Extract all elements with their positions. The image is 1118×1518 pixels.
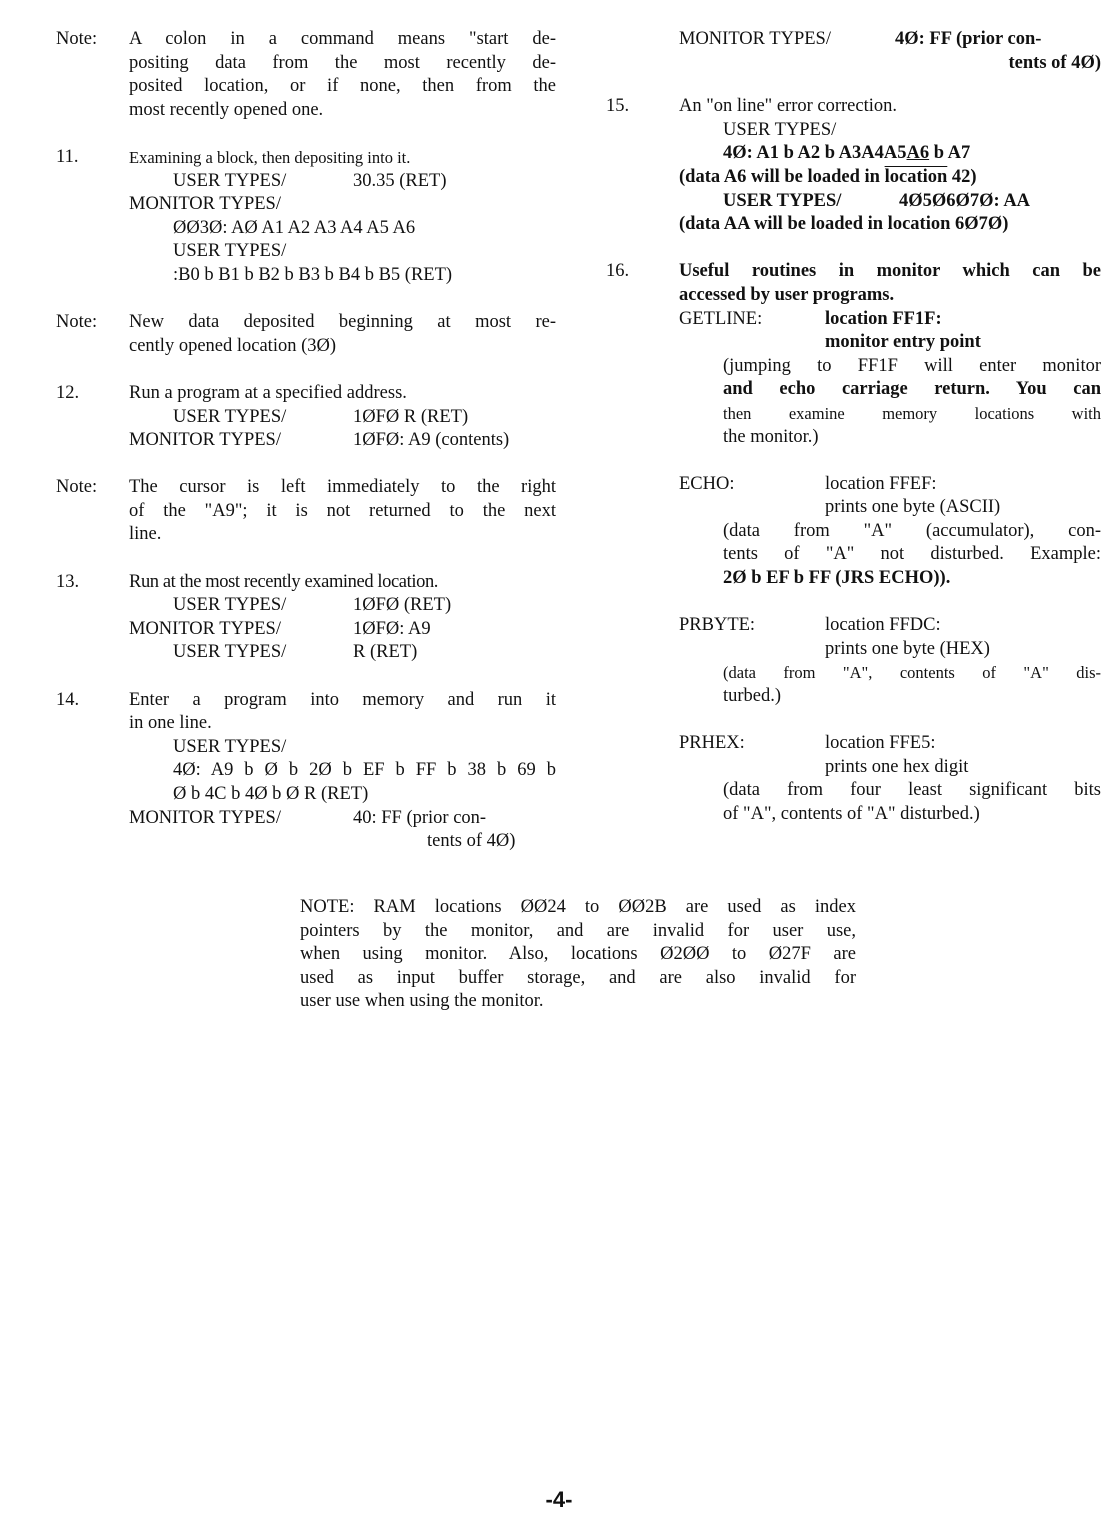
item-number: 14. <box>56 689 80 710</box>
text-line: positing data from the most recently de- <box>129 52 556 73</box>
text-line: pointers by the monitor, and are invalid for user use, <box>300 920 856 941</box>
text-line: posited location, or if none, then from the <box>129 76 556 97</box>
user-types-label: USER TYPES/ <box>723 119 837 140</box>
user-input: 4Ø: A1 b A2 b A3A4A5 <box>723 143 907 164</box>
monitor-types-label: MONITOR TYPES/ <box>129 618 281 639</box>
routine-location: location FF1F: <box>825 308 942 329</box>
text-line: then examine memory locations with <box>723 403 1101 423</box>
text-line: cently opened location (3Ø) <box>129 335 337 356</box>
user-types-label: USER TYPES/ <box>173 406 287 427</box>
item-number: 11. <box>56 146 79 167</box>
note-cursor <box>56 476 556 547</box>
text-line: New data deposited beginning at most re- <box>129 312 556 333</box>
text-line: of the "A9"; it is not returned to the next <box>129 500 556 521</box>
text-line: (data from "A", contents of "A" dis- <box>723 663 1101 683</box>
routine-description: prints one byte (ASCII) <box>825 497 1001 518</box>
routine-name: PRHEX: <box>679 733 745 754</box>
user-input: 1ØFØ R (RET) <box>353 406 469 427</box>
monitor-output: ØØ3Ø: AØ A1 A2 A3 A4 A5 A6 <box>173 217 416 238</box>
text-line: (data from "A" (accumulator), con- <box>723 520 1101 541</box>
monitor-output: 40: FF (prior con- <box>353 807 487 828</box>
text-line: (jumping to FF1F will enter monitor <box>723 355 1101 376</box>
text-line: location <box>884 166 948 187</box>
monitor-output: 1ØFØ: A9 <box>353 618 431 639</box>
user-input: Ø b 4C b 4Ø b Ø R (RET) <box>173 784 369 804</box>
routine-name: GETLINE: <box>679 308 763 329</box>
text-line: 42) <box>947 166 977 187</box>
item-14 <box>56 689 556 854</box>
text-line: The cursor is left immediately to the right <box>129 477 556 498</box>
item-title: An "on line" error correction. <box>679 96 898 117</box>
monitor-types-label: MONITOR TYPES/ <box>129 194 281 215</box>
text-line: A colon in a command means "start de- <box>129 29 556 49</box>
user-input: 30.35 (RET) <box>353 170 447 191</box>
item-number: 12. <box>56 382 80 403</box>
routine-description: prints one byte (HEX) <box>825 638 990 659</box>
text-line: NOTE: RAM locations ØØ24 to ØØ2B are used as index <box>300 897 856 917</box>
routine-location: location FFEF: <box>825 473 937 494</box>
text-line: line. <box>129 524 162 545</box>
text-line: used as input buffer storage, and are also invalid for <box>300 967 856 988</box>
item-title: Examining a block, then depositing into it. <box>129 147 411 167</box>
note-label: Note: <box>56 477 98 498</box>
user-types-label: USER TYPES/ <box>173 170 287 191</box>
user-input: 4Ø5Ø6Ø7Ø: AA <box>899 190 1031 211</box>
monitor-output: tents of 4Ø) <box>427 831 516 852</box>
text-line: the monitor.) <box>723 426 819 447</box>
item-13 <box>56 571 556 665</box>
right-column <box>606 28 1101 827</box>
routine-getline <box>679 308 1101 332</box>
item-title: in one line. <box>129 713 212 734</box>
monitor-types-label: MONITOR TYPES/ <box>129 807 281 828</box>
item-12 <box>56 382 556 453</box>
text-line: (data from four least significant bits <box>723 780 1101 801</box>
routine-prhex <box>679 732 1101 756</box>
item-title: Run a program at a specified address. <box>129 382 407 403</box>
note-new-data <box>56 311 556 358</box>
user-types-label: USER TYPES/ <box>173 736 287 757</box>
item-16 <box>606 260 1101 826</box>
item-title: accessed by user programs. <box>679 284 895 305</box>
text-line: user use when using the monitor. <box>300 991 544 1012</box>
user-input-corrected: A6 <box>906 143 930 164</box>
user-input: b A7 <box>929 143 971 164</box>
monitor-output: 4Ø: FF (prior con- <box>895 29 1042 49</box>
item-title: Useful routines in monitor which can be <box>679 261 1101 282</box>
item-title: Run at the most recently examined location. <box>129 571 439 592</box>
routine-echo <box>679 473 1101 497</box>
item-title: Enter a program into memory and run it <box>129 689 556 710</box>
note-colon <box>56 28 556 122</box>
text-line: most recently opened one. <box>129 99 324 120</box>
routine-location: location FFE5: <box>825 733 936 754</box>
item-14-continued <box>606 28 1101 75</box>
monitor-types-label: MONITOR TYPES/ <box>679 29 831 49</box>
text-line: when using monitor. Also, locations Ø2ØØ to Ø27F are <box>300 944 856 965</box>
routine-description: prints one hex digit <box>825 756 969 777</box>
item-11 <box>56 146 556 288</box>
note-label: Note: <box>56 312 98 333</box>
user-input: R (RET) <box>353 642 418 663</box>
user-input: 1ØFØ (RET) <box>353 595 452 616</box>
page-number: -4- <box>545 1487 573 1512</box>
text-line: of "A", contents of "A" disturbed.) <box>723 804 980 824</box>
monitor-types-label: MONITOR TYPES/ <box>129 430 281 451</box>
routine-description: monitor entry point <box>825 332 981 353</box>
monitor-output: 1ØFØ: A9 (contents) <box>353 430 510 451</box>
ram-usage-note <box>300 896 856 1014</box>
routine-location: location FFDC: <box>825 615 941 636</box>
text-line: (data AA will be loaded in location 6Ø7Ø) <box>679 214 1009 235</box>
routine-name: PRBYTE: <box>679 615 756 636</box>
item-number: 13. <box>56 571 80 592</box>
user-types-label: USER TYPES/ <box>723 190 842 211</box>
note-label: Note: <box>56 29 98 49</box>
text-line: and echo carriage return. You can <box>723 379 1101 400</box>
item-number: 15. <box>606 96 630 117</box>
user-types-label: USER TYPES/ <box>173 241 287 262</box>
text-line: (data A6 will be loaded in <box>679 166 885 187</box>
text-line: tents of "A" not disturbed. Example: <box>723 544 1101 565</box>
user-input: :B0 b B1 b B2 b B3 b B4 b B5 (RET) <box>173 264 453 285</box>
item-number: 16. <box>606 261 630 282</box>
user-types-label: USER TYPES/ <box>173 642 287 663</box>
routine-prbyte <box>679 614 1101 638</box>
text-line: 2Ø b EF b FF (JRS ECHO)). <box>723 568 951 589</box>
left-column <box>56 28 556 854</box>
item-15 <box>606 95 1101 237</box>
text-line: turbed.) <box>723 686 782 707</box>
user-input: 4Ø: A9 b Ø b 2Ø b EF b FF b 38 b 69 b <box>173 760 556 781</box>
routine-name: ECHO: <box>679 473 735 494</box>
user-types-label: USER TYPES/ <box>173 595 287 616</box>
monitor-output: tents of 4Ø) <box>1008 52 1101 73</box>
